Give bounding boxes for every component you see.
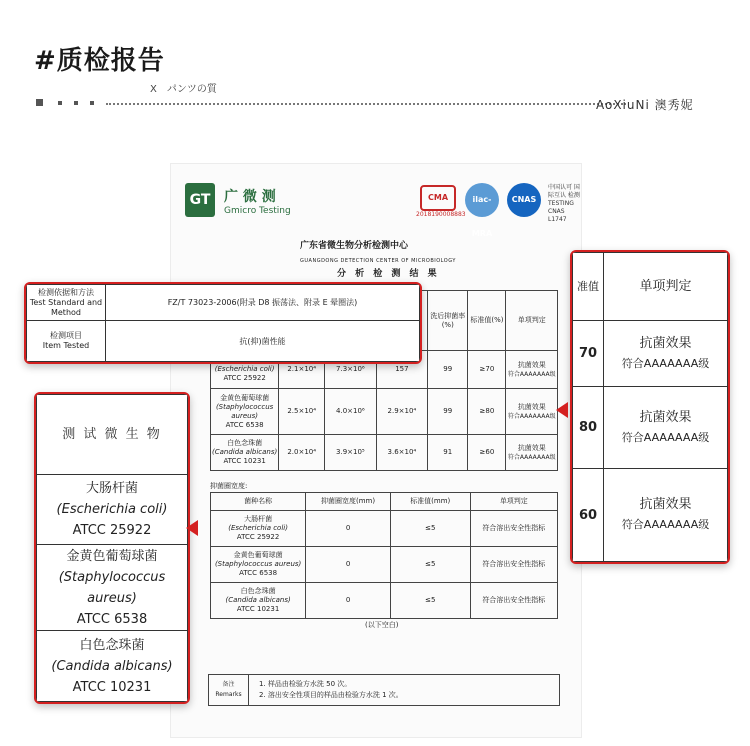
col-header-verdict: 单项判定 xyxy=(506,291,558,351)
item-value: 抗(抑)菌性能 xyxy=(106,321,420,362)
gmicro-name-en: Gmicro Testing xyxy=(224,206,291,216)
brand-name: AoXiuNi 澳秀妮 xyxy=(596,98,694,112)
gmicro-logo: GT xyxy=(185,183,215,217)
microbe-item: 金黄色葡萄球菌 (Staphylococcus aureus) ATCC 6538 xyxy=(37,545,188,631)
arrow-left-icon xyxy=(186,520,198,536)
table-row: (Escherichia coli) ATCC 25922 2.1×10⁴ 7.3×10⁶ 157 99 ≥70 抗菌效果 符合AAAAAAA级 xyxy=(211,351,558,389)
org-title-en: GUANGDONG DETECTION CENTER OF MICROBIOLOGY xyxy=(300,258,456,264)
table-row: 白色念珠菌 (Candida albicans) ATCC 10231 2.0×10⁴ 3.9×10⁵ 3.6×10⁴ 91 ≥60 抗菌效果 符合AAAAAAA级 xyxy=(211,435,558,471)
verdict-row: 80 抗菌效果 符合AAAAAAA级 xyxy=(573,387,728,469)
blank-note: (以下空白) xyxy=(365,621,399,629)
gmicro-name-cn: 广 微 测 xyxy=(224,189,276,205)
method-value: FZ/T 73023-2006(附录 D8 振荡法、附录 E 晕圈法) xyxy=(106,285,420,321)
halo-table: 菌种名称 抑菌圈宽度(mm) 标准值(mm) 单项判定 大肠杆菌 (Escherichia coli) ATCC 25922 0 ≤5 符合溶出安全性指标 金黄色葡萄球菌 (Staphylococcus aureus) ATCC 6538 0 ≤5 符合溶出安全性指标 白色念珠菌 (Candida albicans) ATCC 10231 0 ≤5 符合溶出安全性指标 xyxy=(210,492,558,619)
table-row: 金黄色葡萄球菌 (Staphylococcus aureus) ATCC 6538 2.5×10⁴ 4.0×10⁶ 2.9×10⁴ 99 ≥80 抗菌效果 符合AAAAAAA级 xyxy=(211,389,558,435)
table-row: 金黄色葡萄球菌 (Staphylococcus aureus) ATCC 6538 0 ≤5 符合溶出安全性指标 xyxy=(211,547,558,583)
halo-section-label: 抑菌圈宽度: xyxy=(210,482,248,490)
verdict-header: 单项判定 xyxy=(604,253,728,321)
table-row: 大肠杆菌 (Escherichia coli) ATCC 25922 0 ≤5 符合溶出安全性指标 xyxy=(211,511,558,547)
org-title: 广东省微生物分析检测中心 xyxy=(300,241,409,251)
arrow-left-icon xyxy=(556,402,568,418)
results-title: 分 析 检 测 结 果 xyxy=(337,269,440,279)
microbe-item: 大肠杆菌 (Escherichia coli) ATCC 25922 xyxy=(37,475,188,545)
microbe-item: 白色念珠菌 (Candida albicans) ATCC 10231 xyxy=(37,631,188,702)
cnas-seal: CNAS xyxy=(507,183,541,217)
col-header-std: 标准值(%) xyxy=(468,291,506,351)
header-divider xyxy=(36,100,596,108)
microbes-header: 测 试 微 生 物 xyxy=(37,395,188,475)
page-subtitle: X パンツの質 xyxy=(150,84,217,95)
callout-verdict: 准值 单项判定 70 抗菌效果 符合AAAAAAA级 80 抗菌效果 符合AAAAAAA级 60 抗菌效果 符合AAAAAAA级 xyxy=(570,250,730,564)
remarks-box: 备注 Remarks 1. 样品由检验方水洗 50 次。 2. 溶出安全性项目的样品由检验方水洗 1 次。 xyxy=(208,674,560,706)
cma-number: 2018190008883 xyxy=(416,211,466,218)
col-header-rate: 洗后抑菌率(%) xyxy=(428,291,468,351)
verdict-row: 60 抗菌效果 符合AAAAAAA级 xyxy=(573,469,728,562)
cma-seal: CMA xyxy=(420,185,456,211)
cnas-text: 中国认可 国际互认 检测 TESTING CNAS L1747 xyxy=(548,184,580,223)
page-title: #质检报告 xyxy=(34,46,165,76)
callout-microbes xyxy=(34,392,190,704)
table-row: 白色念珠菌 (Candida albicans) ATCC 10231 0 ≤5 符合溶出安全性指标 xyxy=(211,583,558,619)
verdict-row: 70 抗菌效果 符合AAAAAAA级 xyxy=(573,321,728,387)
callout-method: 检测依据和方法 Test Standard and Method FZ/T 73023-2006(附录 D8 振荡法、附录 E 晕圈法) 检测项目 Item Tested 抗(抑)菌性能 xyxy=(24,282,422,364)
ilac-seal: ilac-MRA xyxy=(465,183,499,217)
